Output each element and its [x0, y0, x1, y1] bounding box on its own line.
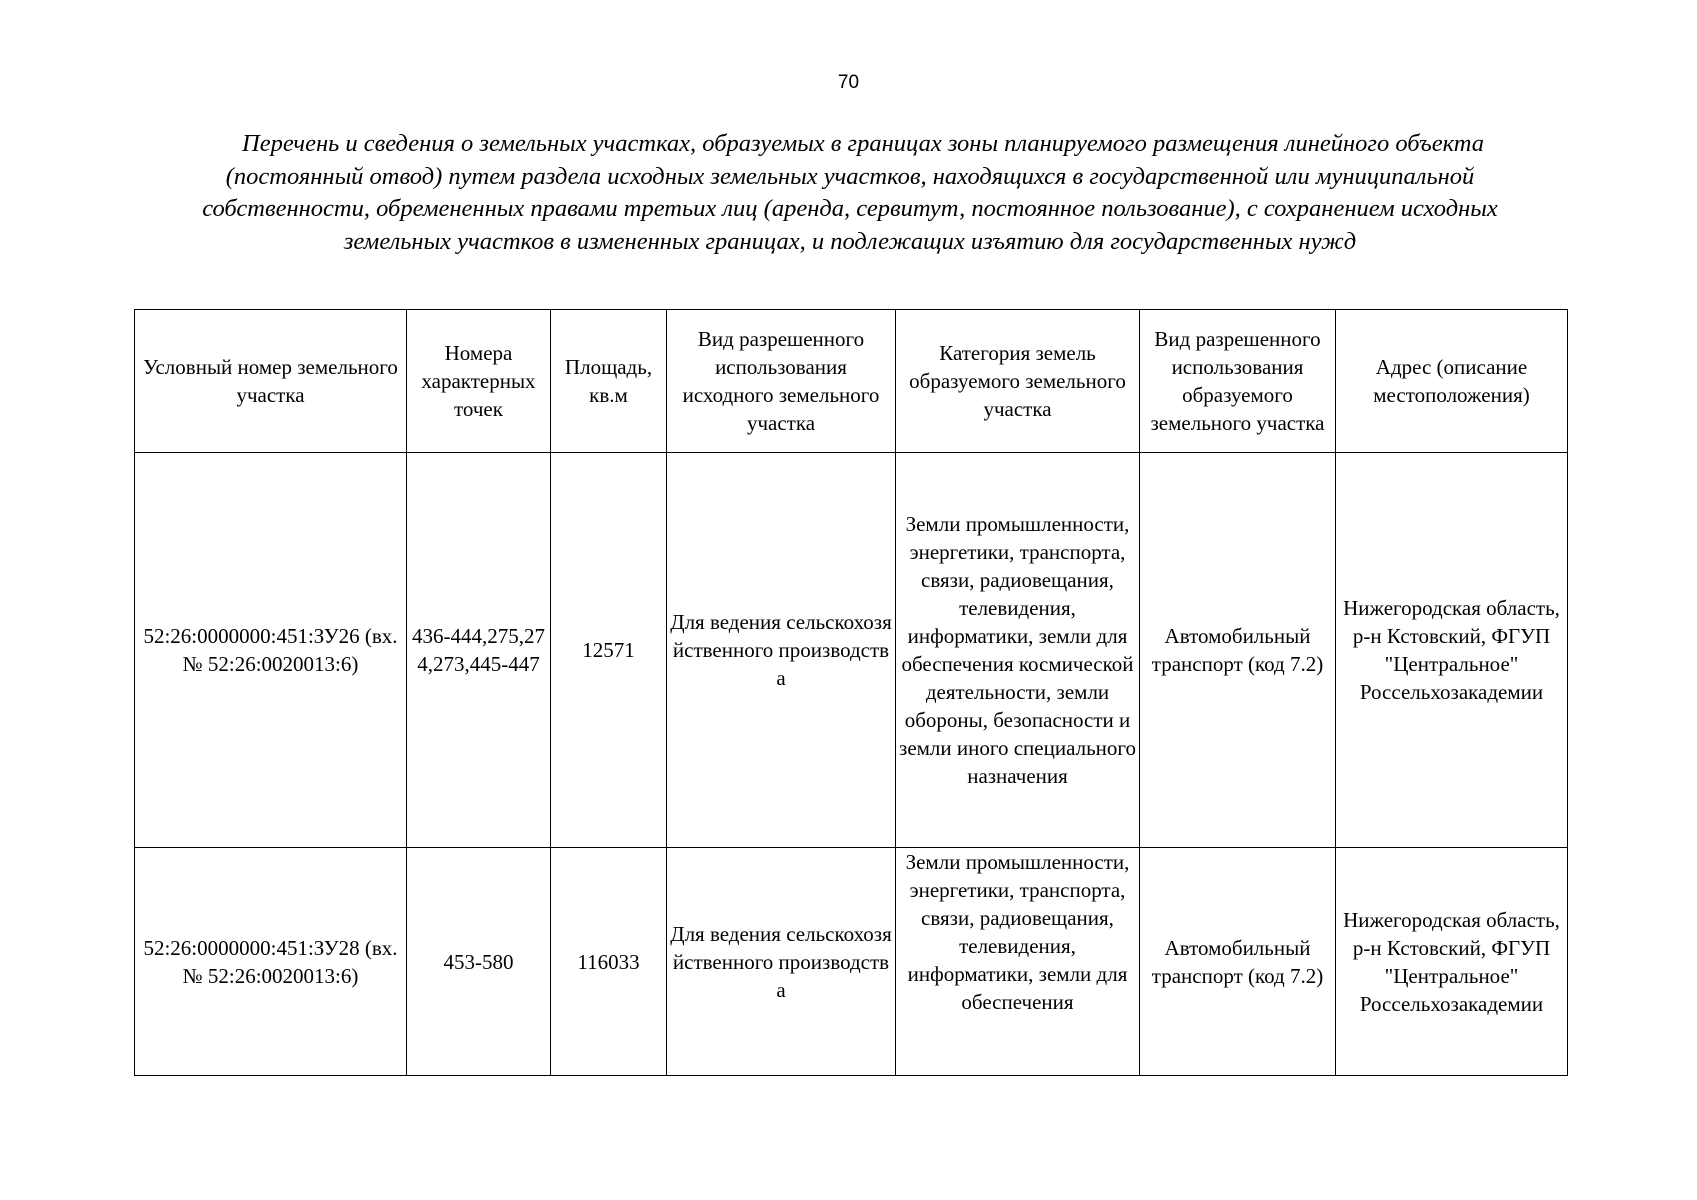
table-header-row — [135, 310, 1568, 453]
header-formed-use: Вид разрешенного использования образуемого земельного участка — [1140, 310, 1336, 453]
header-point-numbers: Номера характерных точек — [407, 310, 551, 453]
cell-formed-use: Автомобильный транспорт (код 7.2) — [1140, 848, 1336, 1076]
cell-area: 116033 — [551, 848, 667, 1076]
page-number: 70 — [837, 72, 860, 93]
cell-category — [896, 848, 1140, 1076]
cell-point-numbers: 436-444,275,274,273,445-447 — [407, 453, 551, 848]
cell-source-use: Для ведения сельскохозяйственного производства — [667, 848, 896, 1076]
cell-plot-number: 52:26:0000000:451:ЗУ26 (вх.№ 52:26:0020013:6) — [135, 453, 407, 848]
header-address: Адрес (описание местоположения) — [1336, 310, 1568, 453]
category-text: Земли промышленности, энергетики, транспорта, связи, радиовещания, телевидения, информатики, земли для обеспечения — [905, 850, 1130, 1014]
land-plots-table — [134, 309, 1568, 1076]
document-title: Перечень и сведения о земельных участках, образуемых в границах зоны планируемого размещения линейного объекта (постоянный отвод) путем раздела исходных земельных участков, находящихся в государственной или муниципальной собственности, обремененных правами третьих лиц (аренда, сервитут, постоянное пользование), с сохранением исходных земельных участков в измененных границах, и подлежащих изъятию для государственных нужд — [202, 130, 1498, 255]
cell-plot-number: 52:26:0000000:451:ЗУ28 (вх.№ 52:26:0020013:6) — [135, 848, 407, 1076]
header-source-use: Вид разрешенного использования исходного земельного участка — [667, 310, 896, 453]
cell-area: 12571 — [551, 453, 667, 848]
table-row — [135, 453, 1568, 848]
header-plot-number: Условный номер земельного участка — [135, 310, 407, 453]
cell-point-numbers: 453-580 — [407, 848, 551, 1076]
cell-formed-use: Автомобильный транспорт (код 7.2) — [1140, 453, 1336, 848]
cell-address: Нижегородская область, р-н Кстовский, ФГУП "Центральное" Россельхозакадемии — [1336, 453, 1568, 848]
cell-category: Земли промышленности, энергетики, транспорта, связи, радиовещания, телевидения, информатики, земли для обеспечения космической деятельности, земли обороны, безопасности и земли иного специального назначения — [896, 453, 1140, 848]
cell-address: Нижегородская область, р-н Кстовский, ФГУП "Центральное" Россельхозакадемии — [1336, 848, 1568, 1076]
header-category: Категория земель образуемого земельного участка — [896, 310, 1140, 453]
table-row — [135, 848, 1568, 1076]
cell-source-use: Для ведения сельскохозяйственного производства — [667, 453, 896, 848]
header-area: Площадь, кв.м — [551, 310, 667, 453]
